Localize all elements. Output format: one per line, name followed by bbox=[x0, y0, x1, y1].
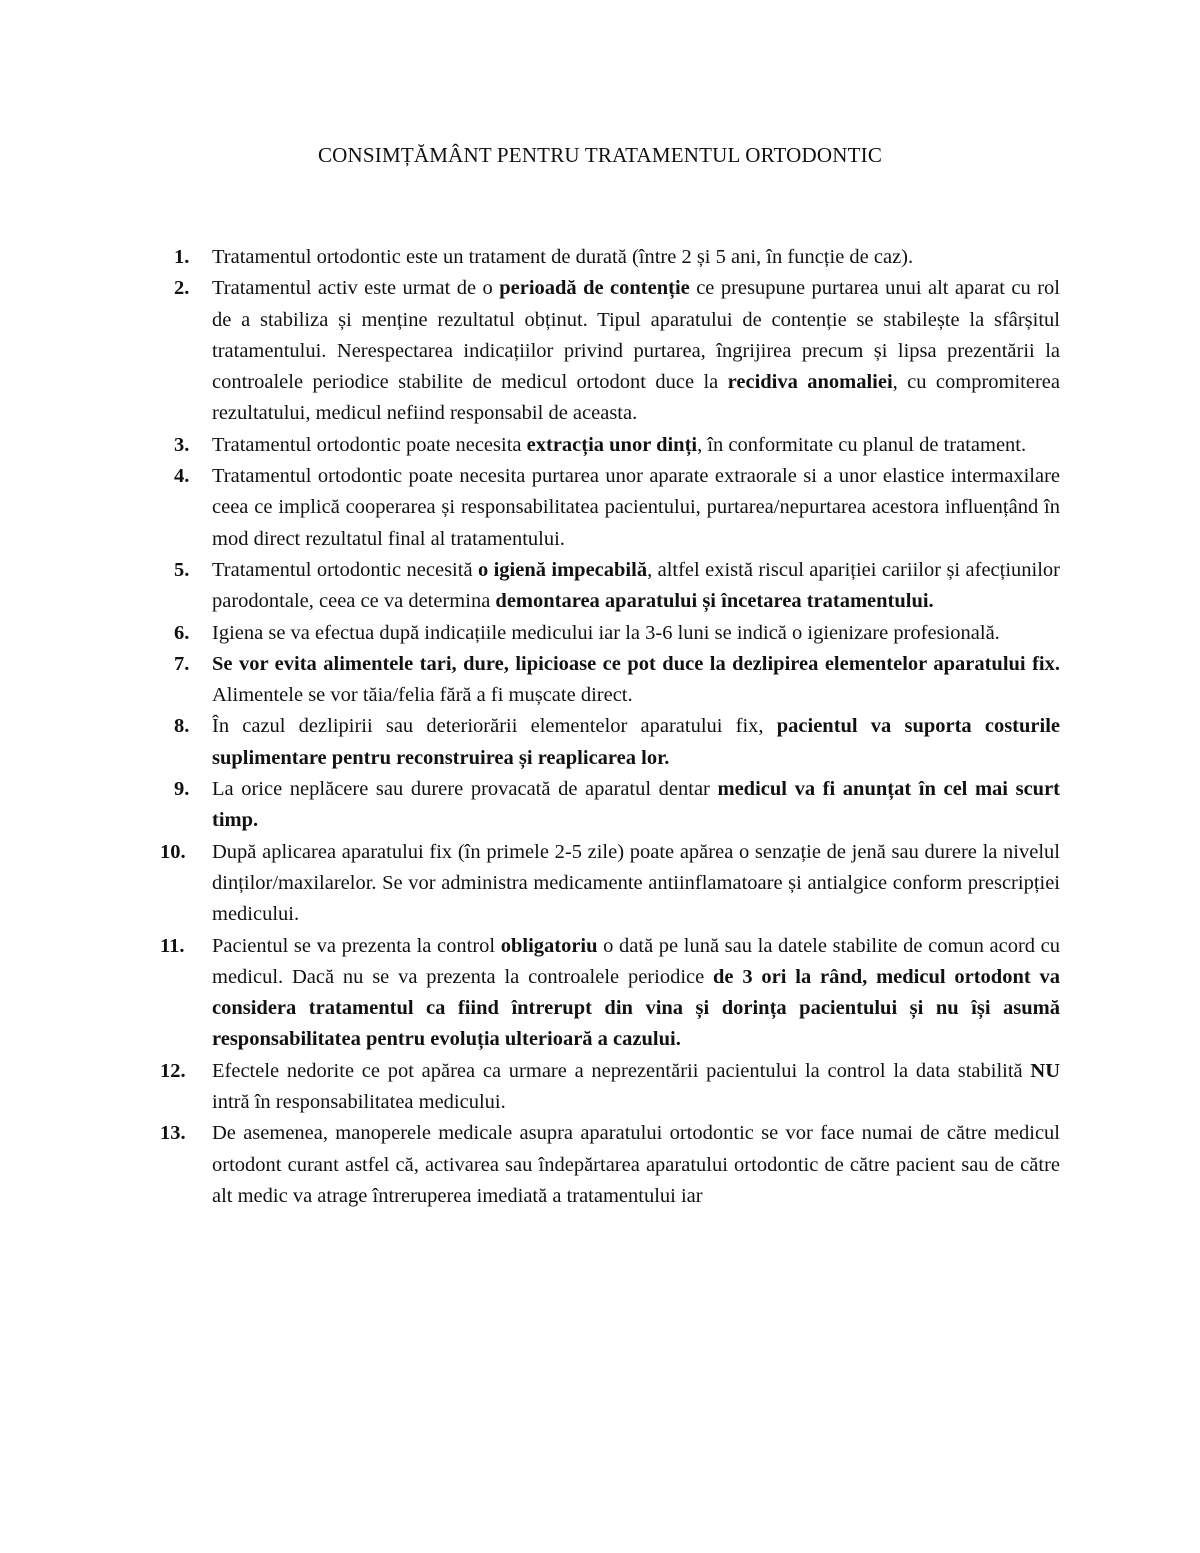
list-item-text bbox=[212, 246, 913, 268]
emphasized-text: medicul va fi anunțat în cel mai scurt timp. bbox=[212, 778, 1061, 832]
text-segment: În cazul dezlipirii sau deteriorării elementelor aparatului fix, bbox=[212, 715, 777, 738]
list-item-number: 6. bbox=[174, 621, 190, 644]
list-item-number: 2. bbox=[174, 277, 190, 300]
list-item-text bbox=[212, 1060, 1060, 1113]
text-segment: Pacientul se va prezenta la control bbox=[212, 934, 501, 957]
list-item bbox=[160, 273, 1060, 429]
list-item-text bbox=[212, 559, 1060, 612]
text-segment: intră în responsabilitatea medicului. bbox=[212, 1091, 506, 1114]
list-item-text bbox=[212, 434, 1026, 456]
list-item-number: 1. bbox=[174, 246, 190, 268]
emphasized-text: perioadă de contenție bbox=[499, 277, 690, 300]
list-item bbox=[160, 837, 1060, 931]
text-segment: Alimentele se vor tăia/felia fără a fi mușcate direct. bbox=[212, 684, 633, 707]
list-item-text bbox=[212, 778, 1060, 831]
text-segment: ce presupune purtarea unui alt aparat cu rol de a stabiliza și menține rezultatul obținut. Tipul aparatului de contenție se stabilește la sfârșitul tratamentului. Nerespectarea indicațiilor privind purtarea, îngrijirea precum și lipsa prezentării la controalele periodice stabilite de medicul ortodont duce la bbox=[212, 277, 1060, 394]
list-item-number: 10. bbox=[160, 840, 186, 863]
emphasized-text: o igienă impecabilă bbox=[477, 558, 648, 581]
list-item bbox=[160, 649, 1060, 712]
list-item-text bbox=[212, 277, 1060, 424]
text-segment: Tratamentul ortodontic poate necesita purtarea unor aparate extraorale si a unor elastice intermaxilare ceea ce implică cooperarea și responsabilitatea pacientului, purtarea/nepurtarea acestora influențând în mod direct rezultatul final al tratamentului. bbox=[212, 465, 1060, 550]
list-item-text bbox=[212, 653, 1060, 706]
text-segment: De asemenea, manoperele medicale asupra aparatului ortodontic se vor face numai de către medicul ortodont curant astfel că, activarea sau îndepărtarea aparatului ortodontic de către pacient sau de către alt medic va atrage întreruperea imediată a tratamentului iar bbox=[212, 1122, 1060, 1207]
emphasized-text: recidiva anomaliei bbox=[727, 371, 893, 394]
list-item bbox=[160, 1056, 1060, 1119]
emphasized-text: Se vor evita alimentele tari, dure, lipicioase ce pot duce la dezlipirea elementelor aparatului fix. bbox=[212, 652, 1060, 675]
list-item bbox=[160, 711, 1060, 774]
list-item-number: 13. bbox=[160, 1122, 186, 1145]
list-item-text bbox=[212, 841, 1060, 926]
list-item-number: 5. bbox=[174, 558, 190, 581]
list-item-text bbox=[212, 465, 1060, 550]
numbered-list bbox=[160, 242, 1060, 1212]
text-segment: , în conformitate cu planul de tratament. bbox=[697, 433, 1027, 456]
emphasized-text: NU bbox=[1030, 1059, 1060, 1082]
text-segment: După aplicarea aparatului fix (în primele 2-5 zile) poate apărea o senzație de jenă sau durere la nivelul dinților/maxilarelor. Se vor administra medicamente antiinflamatoare și antialgice conform prescripției medicului. bbox=[212, 840, 1060, 926]
list-item bbox=[160, 774, 1060, 837]
list-item-text bbox=[212, 1122, 1060, 1207]
text-segment: Efectele nedorite ce pot apărea ca urmare a neprezentării pacientului la control la data stabilită bbox=[212, 1059, 1031, 1082]
text-segment: o dată pe lună sau la datele stabilite de comun acord cu medicul. Dacă nu se va prezenta la controalele periodice bbox=[212, 934, 1060, 988]
text-segment: Igiena se va efectua după indicațiile medicului iar la 3-6 luni se indică o igienizare profesională. bbox=[212, 621, 1000, 644]
emphasized-text: demontarea aparatului și încetarea tratamentului. bbox=[495, 590, 934, 613]
list-item bbox=[160, 430, 1060, 461]
list-item-number: 12. bbox=[160, 1059, 186, 1082]
emphasized-text: de 3 ori la rând, medicul ortodont va considera tratamentul ca fiind întrerupt din vina și dorința pacientului și nu își asumă responsabilitatea pentru evoluția ulterioară a cazului. bbox=[212, 965, 1060, 1051]
list-item bbox=[160, 555, 1060, 618]
list-item-number: 7. bbox=[174, 652, 190, 675]
text-segment: Tratamentul activ este urmat de o bbox=[212, 277, 500, 300]
emphasized-text: obligatoriu bbox=[500, 934, 598, 957]
text-segment: , altfel există riscul apariției cariilor și afecțiunilor parodontale, ceea ce va determina bbox=[212, 558, 1060, 613]
list-item bbox=[160, 461, 1060, 555]
list-item-text bbox=[212, 935, 1060, 1051]
list-item-number: 4. bbox=[174, 465, 190, 488]
list-item-text bbox=[212, 715, 1060, 768]
text-segment: La orice neplăcere sau durere provacată de aparatul dentar bbox=[212, 778, 718, 801]
text-segment: Tratamentul ortodontic este un tratament de durată (între 2 și 5 ani, în funcție de caz). bbox=[212, 246, 914, 268]
text-segment: Tratamentul ortodontic necesită bbox=[212, 558, 478, 581]
list-item-number: 9. bbox=[174, 778, 190, 801]
list-item bbox=[160, 931, 1060, 1056]
document-title: CONSIMȚĂMÂNT PENTRU TRATAMENTUL ORTODONTIC bbox=[317, 143, 883, 167]
list-item-number: 3. bbox=[174, 433, 190, 456]
list-item bbox=[160, 618, 1060, 649]
list-item-number: 11. bbox=[160, 934, 185, 957]
list-item-number: 8. bbox=[174, 715, 190, 738]
emphasized-text: pacientul va suporta costurile suplimentare pentru reconstruirea și reaplicarea lor. bbox=[212, 715, 1061, 769]
text-segment: Tratamentul ortodontic poate necesita bbox=[212, 433, 527, 456]
emphasized-text: extracția unor dinți bbox=[526, 433, 698, 456]
list-item-text bbox=[212, 622, 1000, 644]
text-segment: , cu compromiterea rezultatului, medicul nefiind responsabil de aceasta. bbox=[212, 371, 1060, 425]
list-item bbox=[160, 242, 1060, 273]
list-item bbox=[160, 1118, 1060, 1212]
